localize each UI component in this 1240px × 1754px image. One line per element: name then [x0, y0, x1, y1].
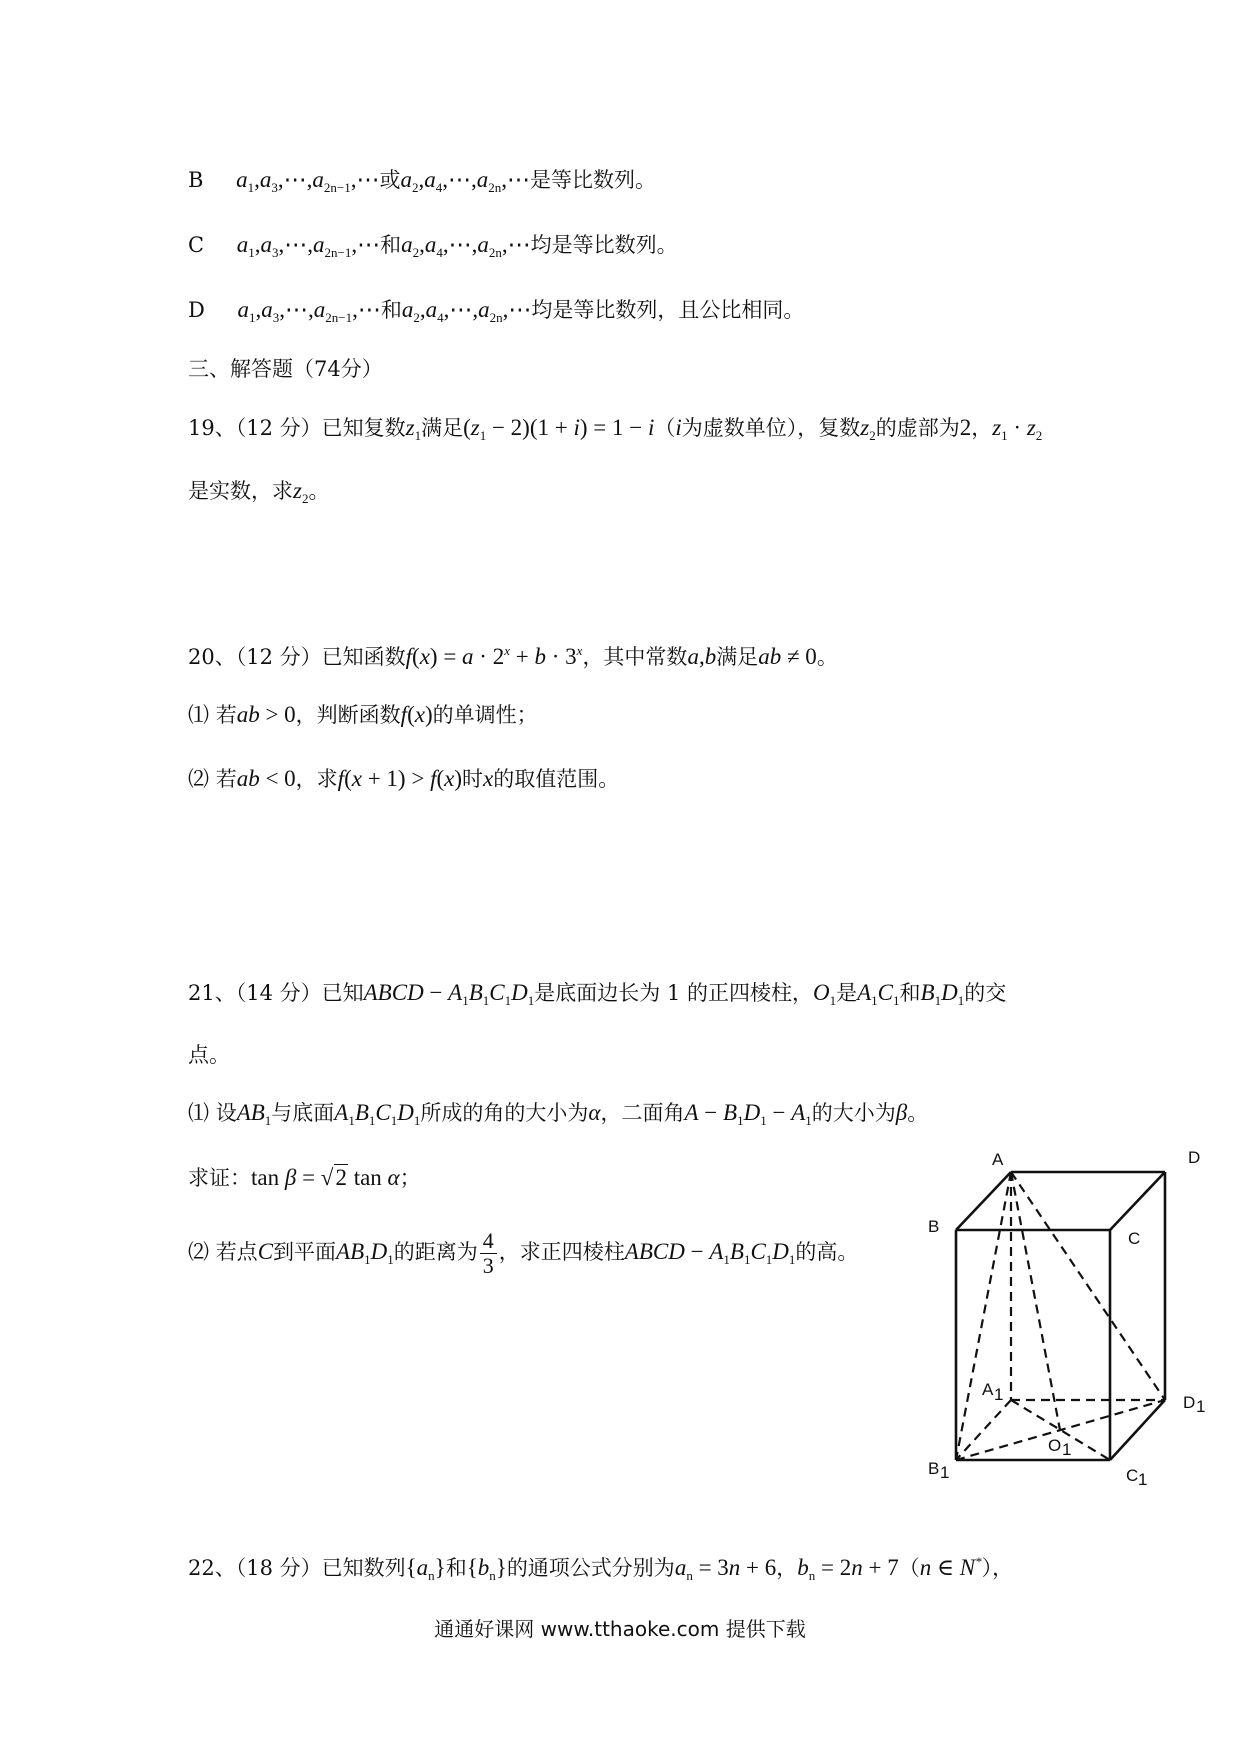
svg-text:1: 1 [1138, 1470, 1148, 1489]
segment-ao1 [1011, 1172, 1060, 1430]
label-c: C [1128, 1229, 1141, 1248]
svg-text:B: B [928, 1459, 940, 1478]
option-b: B $a_1,a_3,\cdots,a_{2n-1},\cdots$或$a_2,a_4,\cdots,a_{2n},\cdots$是等比数列。 [188, 167, 656, 195]
option-d-label: D [188, 298, 205, 322]
segment-ab1 [956, 1172, 1011, 1460]
svg-text:1: 1 [994, 1385, 1004, 1404]
svg-text:1: 1 [940, 1463, 950, 1482]
svg-text:D: D [1183, 1393, 1196, 1412]
question-19: 19、（12 分）已知复数$z_1$满足$(z_1 - 2)(1 + i) = 1 - i(i$为虚数单位），复数$z_2$的虚部为2，$z_1 \cdot z_2$ [188, 415, 1043, 443]
section-heading: 三、解答题（74分） [188, 357, 383, 381]
edge-dc [1110, 1172, 1165, 1230]
question-21-part2: ⑵ 若点C到平面$AB_1D_1$的距离为 $\frac{4}{3}$ ，求正四棱柱ABCD − $A_1B_1C_1D_1$的高。 [188, 1228, 859, 1278]
edge-ab [956, 1172, 1011, 1230]
label-b: B [928, 1217, 940, 1236]
svg-text:1: 1 [1062, 1440, 1072, 1459]
question-21-part1: ⑴ 设$AB_1$与底面$A_1B_1C_1D_1$所成的角的大小为α，二面角$A - B_1D_1 - A_1$的大小为β。 [188, 1100, 929, 1128]
label-c1 [1126, 1466, 1147, 1489]
label-o1 [1048, 1436, 1071, 1459]
question-21-line2: 点。 [188, 1043, 230, 1067]
svg-text:O: O [1048, 1436, 1062, 1455]
label-a: A [992, 1150, 1004, 1169]
footer-credit: 通通好课网 www.tthaoke.com 提供下载 [434, 1617, 806, 1641]
fraction-four-thirds: $\frac{4}{3}$ [480, 1229, 497, 1278]
svg-text:C: C [1126, 1466, 1139, 1485]
option-c: C $a_1,a_3,\cdots,a_{2n-1},\cdots$和$a_2,a_4,\cdots,a_{2n},\cdots$均是等比数列。 [188, 232, 678, 260]
option-c-text: 均是等比数列。 [530, 233, 678, 257]
question-19-line2: 是实数，求$z_2$。 [188, 478, 330, 506]
label-b1 [928, 1459, 949, 1482]
option-d-text: 均是等比数列，且公比相同。 [531, 298, 805, 322]
question-21-proof: 求证：tan β = √2 tan α； [188, 1165, 421, 1190]
question-20: 20、（12 分）已知函数$f(x) = a \cdot 2^x + b \cdot 3^x$，其中常数a,b满足ab ≠ 0。 [188, 643, 838, 669]
label-d: D [1188, 1148, 1201, 1167]
segment-ad1 [1011, 1172, 1165, 1400]
label-d1 [1183, 1393, 1205, 1416]
option-b-label: B [188, 168, 204, 192]
question-20-part1: ⑴ 若ab > 0，判断函数f(x)的单调性； [188, 702, 538, 727]
label-a1 [982, 1380, 1003, 1404]
option-d: D $a_1,a_3,\cdots,a_{2n-1},\cdots$和$a_2,a_4,\cdots,a_{2n},\cdots$均是等比数列，且公比相同。 [188, 297, 805, 325]
svg-text:A: A [982, 1380, 994, 1399]
question-22: 22、（18 分）已知数列$\{a_n\}$和$\{b_n\}$的通项公式分别为$a_n = 3n + 6$，$b_n = 2n + 7(n$ ∈ N*）， [188, 1554, 1014, 1583]
question-21: 21、（14 分）已知ABCD − $A_1B_1C_1D_1$是底面边长为 1 的正四棱柱，$O_1$是$A_1C_1$和$B_1D_1$的交 [188, 980, 1007, 1008]
edge-a1b1-hidden [956, 1400, 1011, 1460]
option-c-label: C [188, 233, 205, 257]
question-20-part2: ⑵ 若ab < 0，求f(x + 1) > f(x)时x的取值范围。 [188, 766, 620, 791]
svg-text:1: 1 [1196, 1397, 1206, 1416]
option-b-text: 是等比数列。 [529, 168, 656, 192]
